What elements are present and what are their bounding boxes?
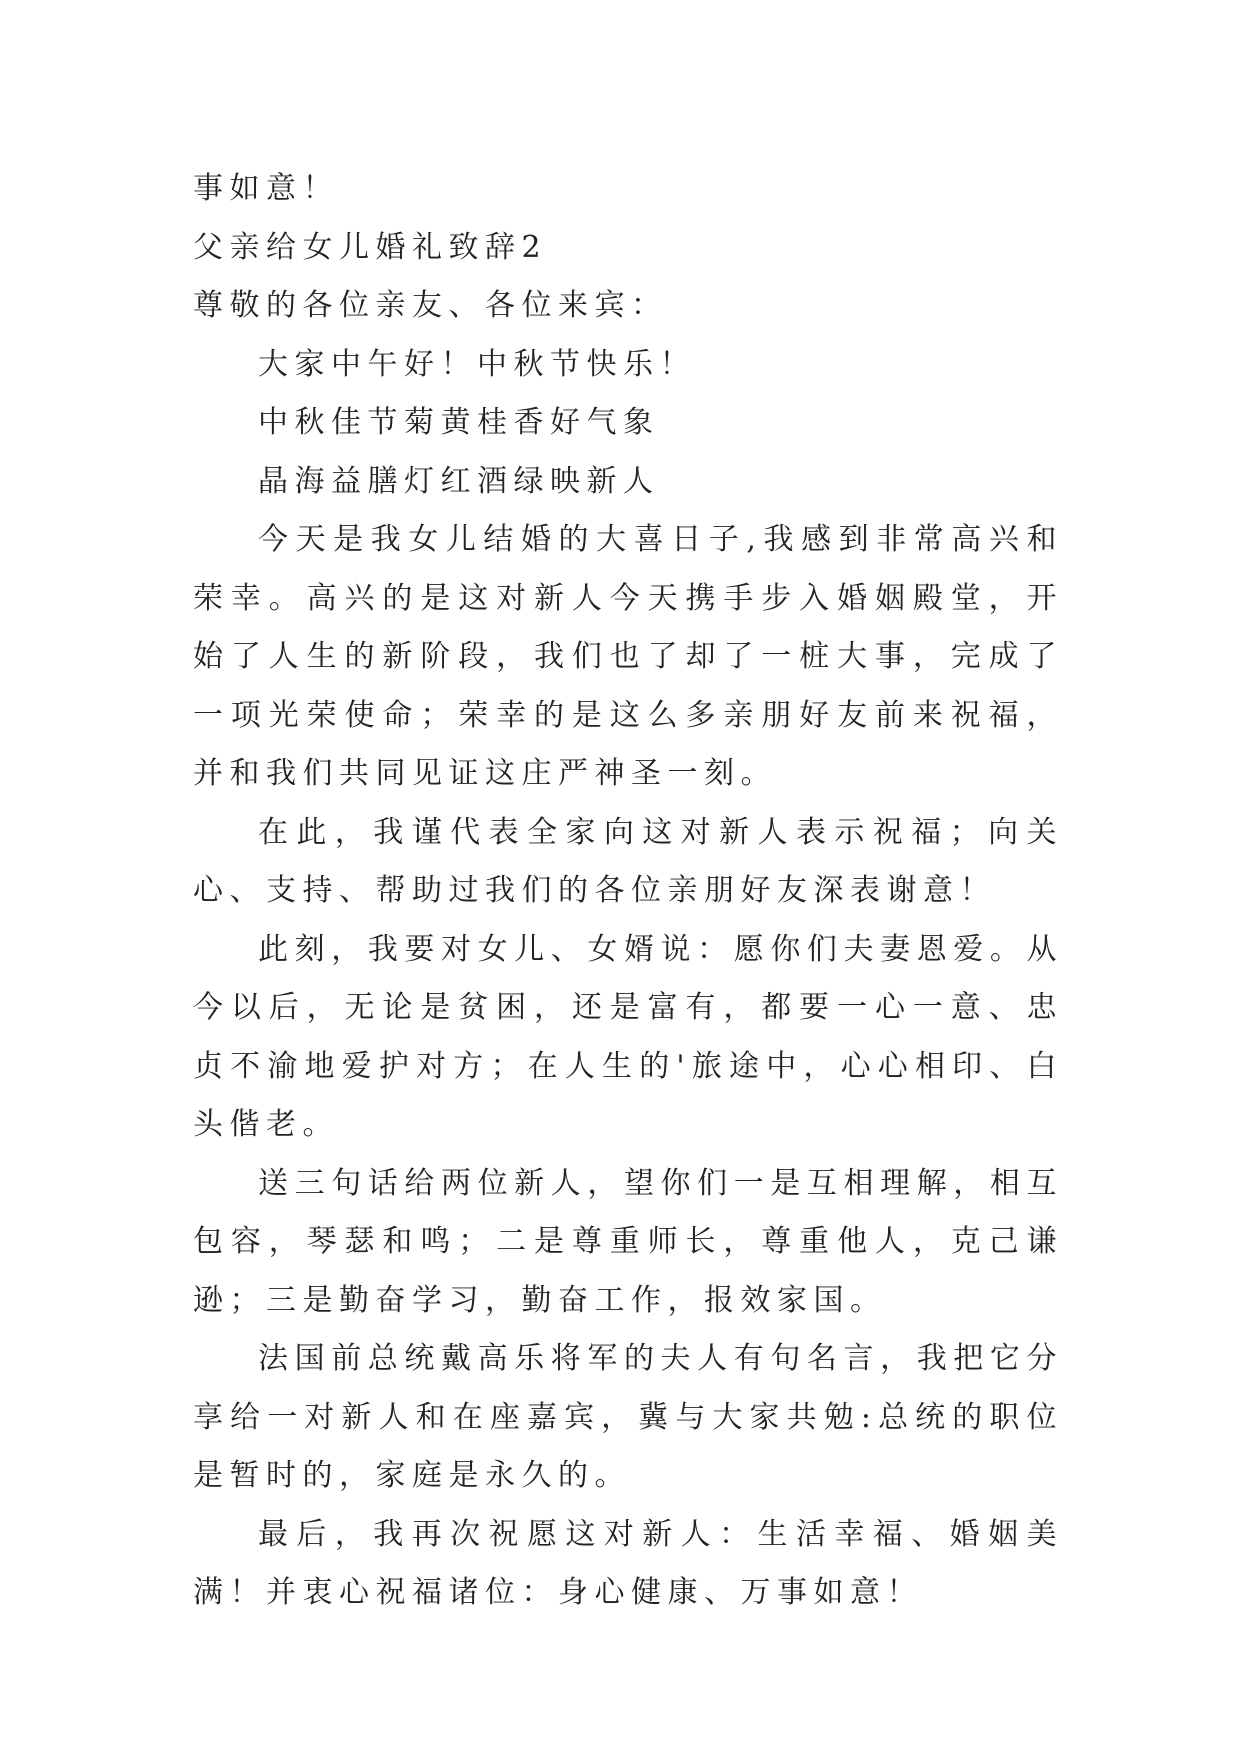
salutation: 尊敬的各位亲友、各位来宾： [193,288,668,323]
paragraph: 送三句话给两位新人，望你们一是互相理解，相互包容，琴瑟和鸣；二是尊重师长，尊重他人，克己谦逊；三是勤奋学习，勤奋工作，报效家国。 [193,1165,1063,1318]
text-line: 事如意！ [193,171,339,206]
document-body [193,160,1063,1623]
paragraph: 此刻，我要对女儿、女婿说：愿你们夫妻恩爱。从今以后，无论是贫困，还是富有，都要一心一意、忠贞不渝地爱护对方；在人生的'旅途中，心心相印、白头偕老。 [193,931,1063,1142]
paragraph: 在此，我谨代表全家向这对新人表示祝福；向关心、支持、帮助过我们的各位亲朋好友深表谢意！ [193,814,1063,908]
paragraph: 今天是我女儿结婚的大喜日子,我感到非常高兴和荣幸。高兴的是这对新人今天携手步入婚姻殿堂，开始了人生的新阶段，我们也了却了一桩大事，完成了一项光荣使命；荣幸的是这么多亲朋好友前来祝福，并和我们共同见证这庄严神圣一刻。 [193,522,1063,791]
paragraph: 最后，我再次祝愿这对新人：生活幸福、婚姻美满！并衷心祝福诸位：身心健康、万事如意！ [193,1516,1063,1610]
couplet-line-2: 晶海益膳灯红酒绿映新人 [258,463,660,499]
document-title: 父亲给女儿婚礼致辞2 [193,229,548,265]
couplet-line-1: 中秋佳节菊黄桂香好气象 [258,405,660,440]
greeting-line: 大家中午好！中秋节快乐！ [258,346,696,382]
paragraph: 法国前总统戴高乐将军的夫人有句名言，我把它分享给一对新人和在座嘉宾，冀与大家共勉:总统的职位是暂时的，家庭是永久的。 [193,1341,1063,1493]
